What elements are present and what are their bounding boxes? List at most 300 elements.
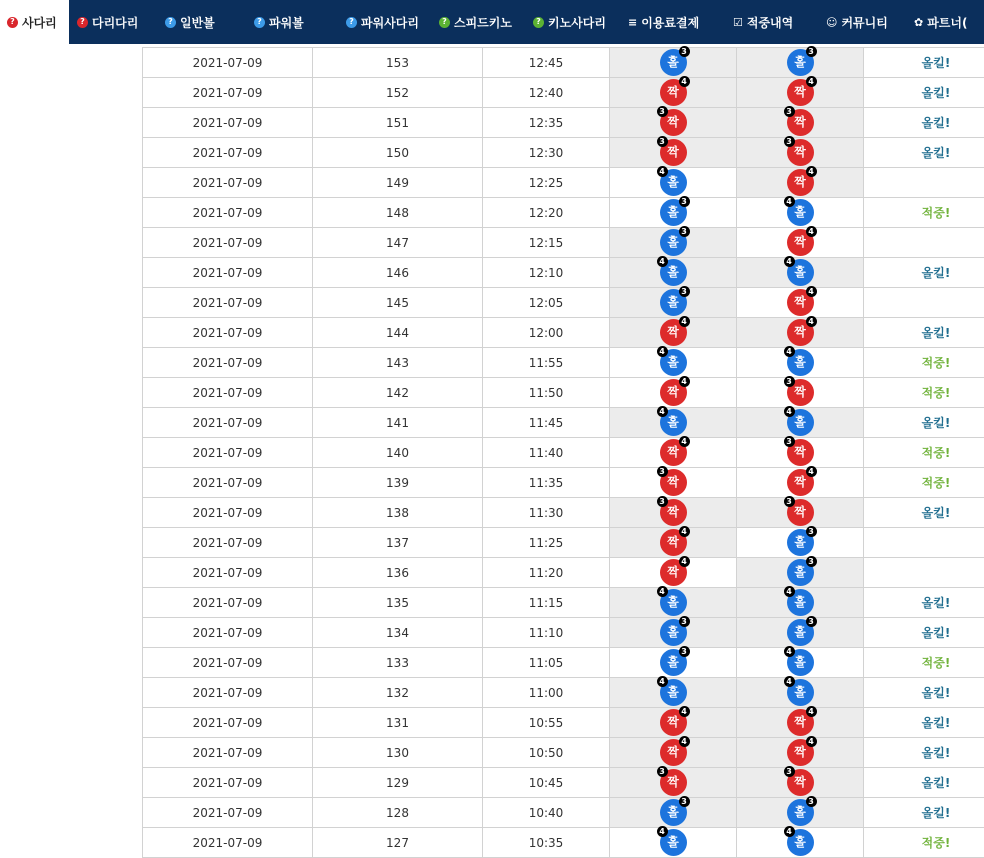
top-navigation xyxy=(0,0,984,44)
result-cell-2 xyxy=(737,738,864,768)
line-count-badge: 3 xyxy=(657,136,668,147)
date-cell: 2021-07-09 xyxy=(143,228,313,258)
line-count-badge: 3 xyxy=(806,616,817,627)
result-cell-1 xyxy=(610,618,737,648)
ball-label: 짝 xyxy=(667,715,679,729)
ball-label: 짝 xyxy=(794,325,806,339)
date-cell: 2021-07-09 xyxy=(143,348,313,378)
round-cell: 132 xyxy=(313,678,483,708)
table-row xyxy=(143,468,984,498)
round-cell: 129 xyxy=(313,768,483,798)
result-cell-2 xyxy=(737,828,864,858)
date-cell: 2021-07-09 xyxy=(143,498,313,528)
outcome-cell: 적중! xyxy=(864,378,984,408)
result-cell-2 xyxy=(737,438,864,468)
round-cell: 140 xyxy=(313,438,483,468)
result-cell-1 xyxy=(610,258,737,288)
outcome-cell: 올킬! xyxy=(864,318,984,348)
even-ball xyxy=(660,739,687,766)
even-ball xyxy=(787,319,814,346)
line-count-badge: 3 xyxy=(679,226,690,237)
date-cell: 2021-07-09 xyxy=(143,558,313,588)
question-icon: ? xyxy=(7,17,18,28)
outcome-cell: 적중! xyxy=(864,438,984,468)
odd-ball xyxy=(660,799,687,826)
result-cell-2 xyxy=(737,588,864,618)
outcome-cell: 적중! xyxy=(864,468,984,498)
date-cell: 2021-07-09 xyxy=(143,78,313,108)
result-cell-2 xyxy=(737,78,864,108)
date-cell: 2021-07-09 xyxy=(143,828,313,858)
round-cell: 142 xyxy=(313,378,483,408)
table-row xyxy=(143,708,984,738)
ball-label: 홀 xyxy=(667,355,679,369)
table-row xyxy=(143,738,984,768)
ball-label: 짝 xyxy=(794,745,806,759)
line-count-badge: 3 xyxy=(784,376,795,387)
result-cell-2 xyxy=(737,678,864,708)
ball-label: 홀 xyxy=(667,805,679,819)
ball-label: 홀 xyxy=(667,235,679,249)
outcome-cell: 올킬! xyxy=(864,768,984,798)
table-row xyxy=(143,528,984,558)
time-cell: 11:55 xyxy=(483,348,610,378)
result-cell-1 xyxy=(610,558,737,588)
even-ball xyxy=(787,739,814,766)
date-cell: 2021-07-09 xyxy=(143,738,313,768)
result-cell-1 xyxy=(610,168,737,198)
ball-label: 홀 xyxy=(667,205,679,219)
results-board xyxy=(142,47,984,858)
line-count-badge: 4 xyxy=(657,256,668,267)
outcome-cell xyxy=(864,168,984,198)
ball-label: 홀 xyxy=(794,655,806,669)
date-cell: 2021-07-09 xyxy=(143,438,313,468)
round-cell: 130 xyxy=(313,738,483,768)
line-count-badge: 4 xyxy=(784,406,795,417)
time-cell: 12:15 xyxy=(483,228,610,258)
smile-icon: ☺ xyxy=(826,15,838,29)
tab-6[interactable] xyxy=(431,0,525,44)
even-ball xyxy=(787,709,814,736)
even-ball xyxy=(787,289,814,316)
odd-ball xyxy=(660,619,687,646)
table-row xyxy=(143,408,984,438)
time-cell: 11:30 xyxy=(483,498,610,528)
outcome-cell: 올킬! xyxy=(864,618,984,648)
table-row xyxy=(143,378,984,408)
ball-label: 짝 xyxy=(667,145,679,159)
ball-label: 홀 xyxy=(667,415,679,429)
date-cell: 2021-07-09 xyxy=(143,798,313,828)
line-count-badge: 4 xyxy=(657,676,668,687)
tab-10[interactable] xyxy=(818,0,906,44)
table-row xyxy=(143,108,984,138)
tab-2[interactable] xyxy=(69,0,157,44)
outcome-cell: 올킬! xyxy=(864,138,984,168)
date-cell: 2021-07-09 xyxy=(143,708,313,738)
odd-ball xyxy=(787,799,814,826)
date-cell: 2021-07-09 xyxy=(143,378,313,408)
odd-ball xyxy=(660,49,687,76)
round-cell: 131 xyxy=(313,708,483,738)
odd-ball xyxy=(787,619,814,646)
even-ball xyxy=(660,439,687,466)
ball-label: 짝 xyxy=(667,85,679,99)
users-icon: ✿ xyxy=(914,15,924,29)
line-count-badge: 3 xyxy=(679,196,690,207)
ball-label: 홀 xyxy=(794,625,806,639)
even-ball xyxy=(787,169,814,196)
result-cell-2 xyxy=(737,408,864,438)
line-count-badge: 4 xyxy=(806,166,817,177)
line-count-badge: 3 xyxy=(806,796,817,807)
table-row xyxy=(143,288,984,318)
result-cell-1 xyxy=(610,378,737,408)
time-cell: 11:05 xyxy=(483,648,610,678)
time-cell: 11:10 xyxy=(483,618,610,648)
result-cell-1 xyxy=(610,588,737,618)
round-cell: 152 xyxy=(313,78,483,108)
line-count-badge: 4 xyxy=(784,826,795,837)
outcome-cell: 올킬! xyxy=(864,78,984,108)
ball-label: 짝 xyxy=(794,235,806,249)
ball-label: 홀 xyxy=(794,355,806,369)
round-cell: 150 xyxy=(313,138,483,168)
ball-label: 짝 xyxy=(667,745,679,759)
ball-label: 짝 xyxy=(667,535,679,549)
ball-label: 짝 xyxy=(667,775,679,789)
tab-label: 스피드키노 xyxy=(454,15,512,30)
time-cell: 10:55 xyxy=(483,708,610,738)
line-count-badge: 3 xyxy=(657,106,668,117)
date-cell: 2021-07-09 xyxy=(143,408,313,438)
outcome-cell xyxy=(864,528,984,558)
line-count-badge: 3 xyxy=(784,106,795,117)
line-count-badge: 4 xyxy=(806,466,817,477)
time-cell: 12:05 xyxy=(483,288,610,318)
date-cell: 2021-07-09 xyxy=(143,138,313,168)
ball-label: 홀 xyxy=(794,415,806,429)
even-ball xyxy=(787,469,814,496)
time-cell: 12:00 xyxy=(483,318,610,348)
time-cell: 11:15 xyxy=(483,588,610,618)
round-cell: 148 xyxy=(313,198,483,228)
ball-label: 짝 xyxy=(794,775,806,789)
table-row xyxy=(143,258,984,288)
date-cell: 2021-07-09 xyxy=(143,48,313,78)
line-count-badge: 3 xyxy=(679,616,690,627)
odd-ball xyxy=(660,829,687,856)
result-cell-1 xyxy=(610,528,737,558)
ball-label: 홀 xyxy=(794,265,806,279)
time-cell: 12:45 xyxy=(483,48,610,78)
time-cell: 12:20 xyxy=(483,198,610,228)
result-cell-2 xyxy=(737,468,864,498)
result-cell-1 xyxy=(610,78,737,108)
outcome-cell xyxy=(864,288,984,318)
outcome-cell: 올킬! xyxy=(864,258,984,288)
outcome-cell: 적중! xyxy=(864,348,984,378)
result-cell-1 xyxy=(610,498,737,528)
tab-3[interactable] xyxy=(157,0,246,44)
odd-ball xyxy=(787,259,814,286)
date-cell: 2021-07-09 xyxy=(143,678,313,708)
ball-label: 짝 xyxy=(794,475,806,489)
table-row xyxy=(143,348,984,378)
table-row xyxy=(143,588,984,618)
line-count-badge: 4 xyxy=(806,316,817,327)
odd-ball xyxy=(787,199,814,226)
time-cell: 12:35 xyxy=(483,108,610,138)
table-row xyxy=(143,768,984,798)
date-cell: 2021-07-09 xyxy=(143,588,313,618)
time-cell: 11:40 xyxy=(483,438,610,468)
result-cell-2 xyxy=(737,768,864,798)
tab-7[interactable] xyxy=(525,0,620,44)
ball-label: 홀 xyxy=(667,685,679,699)
tab-label: 이용료결제 xyxy=(641,15,700,30)
question-icon: ? xyxy=(346,17,357,28)
time-cell: 11:50 xyxy=(483,378,610,408)
line-count-badge: 3 xyxy=(657,766,668,777)
time-cell: 10:35 xyxy=(483,828,610,858)
ball-label: 홀 xyxy=(667,295,679,309)
odd-ball xyxy=(787,529,814,556)
round-cell: 134 xyxy=(313,618,483,648)
even-ball xyxy=(660,109,687,136)
line-count-badge: 3 xyxy=(657,466,668,477)
line-count-badge: 3 xyxy=(784,436,795,447)
even-ball xyxy=(660,769,687,796)
round-cell: 153 xyxy=(313,48,483,78)
result-cell-1 xyxy=(610,768,737,798)
line-count-badge: 4 xyxy=(657,406,668,417)
outcome-cell: 올킬! xyxy=(864,738,984,768)
ball-label: 짝 xyxy=(794,385,806,399)
time-cell: 12:30 xyxy=(483,138,610,168)
round-cell: 127 xyxy=(313,828,483,858)
tab-5[interactable] xyxy=(338,0,431,44)
table-row xyxy=(143,78,984,108)
date-cell: 2021-07-09 xyxy=(143,468,313,498)
round-cell: 146 xyxy=(313,258,483,288)
round-cell: 136 xyxy=(313,558,483,588)
date-cell: 2021-07-09 xyxy=(143,108,313,138)
result-cell-2 xyxy=(737,198,864,228)
odd-ball xyxy=(787,559,814,586)
outcome-cell: 올킬! xyxy=(864,708,984,738)
outcome-cell: 올킬! xyxy=(864,798,984,828)
even-ball xyxy=(660,79,687,106)
round-cell: 151 xyxy=(313,108,483,138)
even-ball xyxy=(660,529,687,556)
result-cell-2 xyxy=(737,528,864,558)
date-cell: 2021-07-09 xyxy=(143,768,313,798)
round-cell: 141 xyxy=(313,408,483,438)
ball-label: 짝 xyxy=(794,295,806,309)
ball-label: 짝 xyxy=(667,115,679,129)
outcome-cell: 올킬! xyxy=(864,408,984,438)
result-cell-2 xyxy=(737,648,864,678)
tab-label: 사다리 xyxy=(22,15,57,30)
line-count-badge: 4 xyxy=(657,346,668,357)
result-cell-1 xyxy=(610,828,737,858)
tab-1[interactable] xyxy=(0,0,69,44)
tab-label: 적중내역 xyxy=(746,15,794,30)
result-cell-1 xyxy=(610,738,737,768)
line-count-badge: 4 xyxy=(679,316,690,327)
result-cell-1 xyxy=(610,798,737,828)
line-count-badge: 4 xyxy=(657,586,668,597)
result-cell-1 xyxy=(610,48,737,78)
tab-label: 파트너( xyxy=(927,15,968,30)
round-cell: 138 xyxy=(313,498,483,528)
outcome-cell: 적중! xyxy=(864,828,984,858)
ball-label: 홀 xyxy=(667,265,679,279)
date-cell: 2021-07-09 xyxy=(143,288,313,318)
date-cell: 2021-07-09 xyxy=(143,528,313,558)
odd-ball xyxy=(787,649,814,676)
time-cell: 12:40 xyxy=(483,78,610,108)
ball-label: 홀 xyxy=(794,565,806,579)
ball-label: 짝 xyxy=(794,115,806,129)
ball-label: 짝 xyxy=(667,445,679,459)
line-count-badge: 4 xyxy=(679,736,690,747)
tab-4[interactable] xyxy=(246,0,338,44)
line-count-badge: 4 xyxy=(679,556,690,567)
line-count-badge: 4 xyxy=(679,76,690,87)
round-cell: 139 xyxy=(313,468,483,498)
round-cell: 149 xyxy=(313,168,483,198)
ball-label: 홀 xyxy=(667,835,679,849)
time-cell: 10:45 xyxy=(483,768,610,798)
result-cell-2 xyxy=(737,348,864,378)
date-cell: 2021-07-09 xyxy=(143,318,313,348)
ball-label: 짝 xyxy=(667,565,679,579)
time-cell: 10:40 xyxy=(483,798,610,828)
outcome-cell: 적중! xyxy=(864,648,984,678)
outcome-cell: 적중! xyxy=(864,198,984,228)
line-count-badge: 3 xyxy=(784,136,795,147)
even-ball xyxy=(787,499,814,526)
result-cell-2 xyxy=(737,48,864,78)
line-count-badge: 4 xyxy=(784,196,795,207)
result-cell-1 xyxy=(610,138,737,168)
odd-ball xyxy=(660,289,687,316)
table-row xyxy=(143,828,984,858)
result-cell-1 xyxy=(610,348,737,378)
question-icon: ? xyxy=(77,17,88,28)
ball-label: 홀 xyxy=(794,535,806,549)
odd-ball xyxy=(660,169,687,196)
line-count-badge: 3 xyxy=(784,496,795,507)
line-count-badge: 4 xyxy=(806,706,817,717)
question-icon: ? xyxy=(254,17,265,28)
outcome-cell: 올킬! xyxy=(864,678,984,708)
tab-label: 파워볼 xyxy=(269,15,304,30)
date-cell: 2021-07-09 xyxy=(143,618,313,648)
time-cell: 11:00 xyxy=(483,678,610,708)
ball-label: 홀 xyxy=(794,205,806,219)
line-count-badge: 4 xyxy=(806,226,817,237)
odd-ball xyxy=(787,349,814,376)
table-row xyxy=(143,558,984,588)
table-row xyxy=(143,798,984,828)
result-cell-2 xyxy=(737,288,864,318)
result-cell-1 xyxy=(610,288,737,318)
odd-ball xyxy=(660,259,687,286)
table-row xyxy=(143,168,984,198)
odd-ball xyxy=(660,409,687,436)
line-count-badge: 4 xyxy=(784,676,795,687)
odd-ball xyxy=(660,649,687,676)
result-cell-2 xyxy=(737,498,864,528)
result-cell-2 xyxy=(737,378,864,408)
result-cell-2 xyxy=(737,318,864,348)
ball-label: 짝 xyxy=(667,385,679,399)
tab-9[interactable] xyxy=(725,0,818,44)
tab-11[interactable] xyxy=(906,0,984,44)
tab-8[interactable] xyxy=(620,0,725,44)
ball-label: 짝 xyxy=(794,715,806,729)
line-count-badge: 4 xyxy=(806,286,817,297)
even-ball xyxy=(787,229,814,256)
round-cell: 128 xyxy=(313,798,483,828)
ball-label: 짝 xyxy=(794,85,806,99)
even-ball xyxy=(660,559,687,586)
question-icon: ? xyxy=(533,17,544,28)
odd-ball xyxy=(660,679,687,706)
even-ball xyxy=(787,379,814,406)
line-count-badge: 4 xyxy=(657,166,668,177)
even-ball xyxy=(660,499,687,526)
date-cell: 2021-07-09 xyxy=(143,198,313,228)
ball-label: 홀 xyxy=(794,805,806,819)
round-cell: 133 xyxy=(313,648,483,678)
line-count-badge: 3 xyxy=(806,556,817,567)
line-count-badge: 3 xyxy=(679,286,690,297)
result-cell-1 xyxy=(610,228,737,258)
time-cell: 11:25 xyxy=(483,528,610,558)
odd-ball xyxy=(787,829,814,856)
ball-label: 짝 xyxy=(794,175,806,189)
even-ball xyxy=(660,469,687,496)
even-ball xyxy=(787,769,814,796)
result-cell-2 xyxy=(737,228,864,258)
checkbox-icon: ☑ xyxy=(733,15,743,29)
ball-label: 홀 xyxy=(667,655,679,669)
result-cell-2 xyxy=(737,168,864,198)
result-cell-2 xyxy=(737,258,864,288)
result-cell-1 xyxy=(610,108,737,138)
even-ball xyxy=(787,109,814,136)
odd-ball xyxy=(787,589,814,616)
odd-ball xyxy=(660,349,687,376)
line-count-badge: 3 xyxy=(784,766,795,777)
time-cell: 10:50 xyxy=(483,738,610,768)
result-cell-1 xyxy=(610,678,737,708)
date-cell: 2021-07-09 xyxy=(143,258,313,288)
time-cell: 11:45 xyxy=(483,408,610,438)
outcome-cell xyxy=(864,228,984,258)
database-icon: ≡ xyxy=(628,15,638,29)
line-count-badge: 4 xyxy=(784,646,795,657)
ball-label: 홀 xyxy=(794,595,806,609)
table-row xyxy=(143,498,984,528)
even-ball xyxy=(787,439,814,466)
line-count-badge: 4 xyxy=(657,826,668,837)
